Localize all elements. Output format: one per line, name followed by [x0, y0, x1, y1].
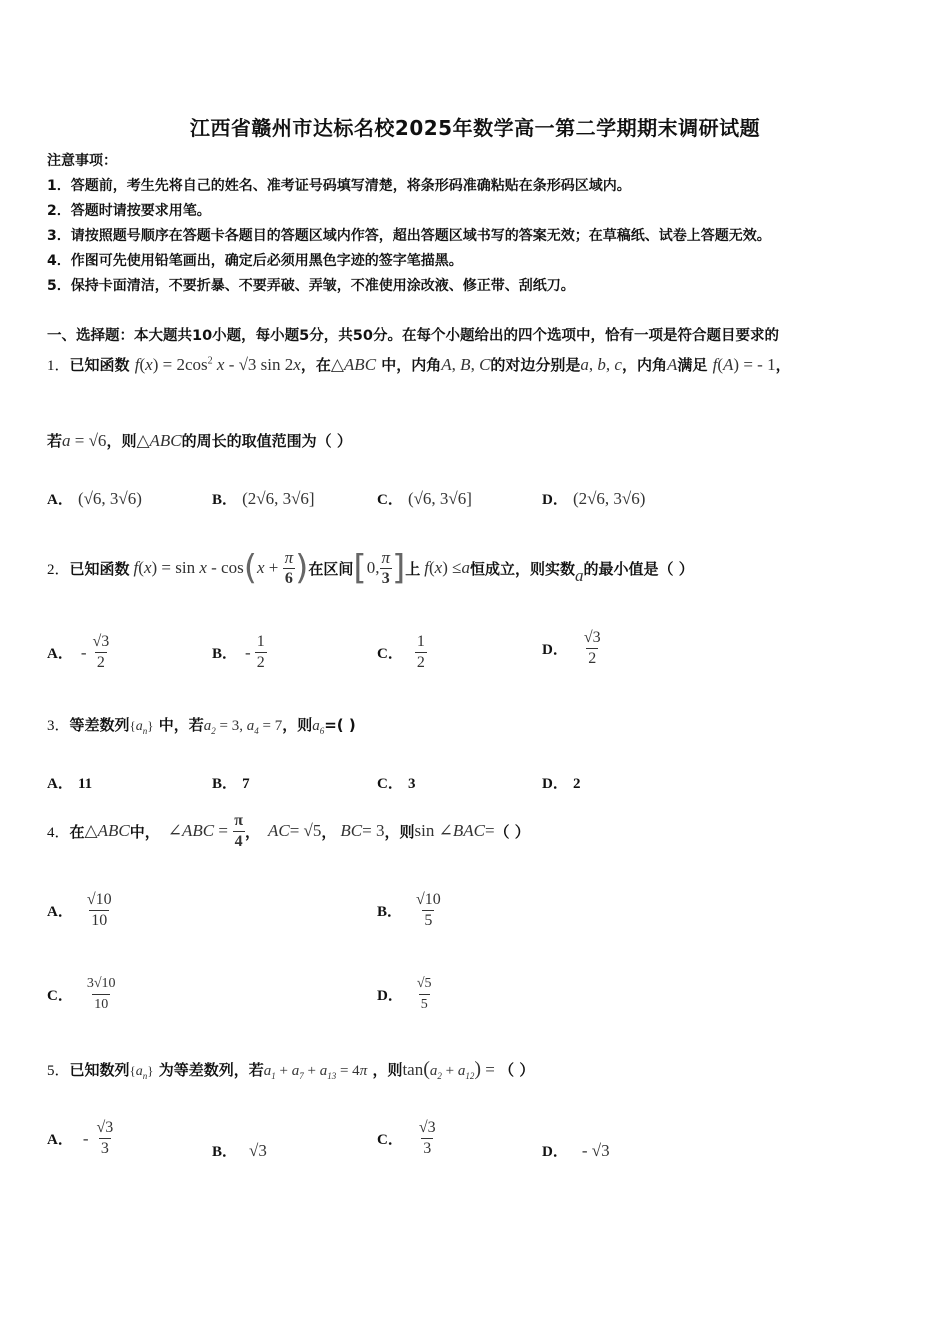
question-number: 1．: [47, 358, 70, 374]
q2-option-a[interactable]: A． - $\frac{√3}{2}$: [47, 633, 110, 671]
question-5: 5．已知数列$\{a_n\}$ 为等差数列，若$a_1 + a_7 + a_{13} = 4\pi$ ，则$\tan(a_2 + a_{12})$ = （ ）: [47, 1058, 535, 1081]
q2-option-b[interactable]: B． - $\frac{1}{2}$: [212, 633, 265, 671]
page-title: 江西省赣州市达标名校2025年数学高一第二学期期末调研试题: [189, 116, 761, 140]
note-item: 4．作图可先使用铅笔画出，确定后必须用黑色字迹的签字笔描黑。: [47, 253, 463, 269]
q1-option-b[interactable]: B． (2√6, 3√6]: [212, 489, 315, 508]
q5-option-d[interactable]: D． - √3: [542, 1140, 610, 1160]
q3-option-b[interactable]: B． 7: [212, 776, 250, 792]
question-2: 2． 已知函数 f ( x ) = sin x - cos ( x + $\frac{\pi}{6}$ ) 在区间 [ 0, $\frac{\pi}{3}$ ] 上 f ( x ) ≤ a 恒成立，则实数 a 的最小值是（ ）: [47, 547, 694, 588]
q2-option-d[interactable]: D． $\frac{√3}{2}$: [542, 629, 601, 667]
q5-option-a[interactable]: A． - $\frac{√3}{3}$: [47, 1119, 114, 1157]
question-3: 3．等差数列$\{a_n\}$ 中，若$a_2 = 3$, $a_4 = 7$，则$a_6=$( ): [47, 716, 356, 736]
q1-option-c[interactable]: C． (√6, 3√6]: [377, 489, 472, 508]
question-1-line-1: 1．已知函数 $f(x) = 2\cos^2$ x - √3 sin 2x，在△ABC 中，内角A, B, C的对边分别是a, b, c，内角A满足 f(A) = - 1，: [47, 355, 791, 374]
q3-option-a[interactable]: A． 11: [47, 776, 93, 792]
q1-option-a[interactable]: A． (√6, 3√6): [47, 489, 142, 508]
note-item: 2．答题时请按要求用笔。: [47, 203, 211, 219]
q5-option-b[interactable]: B． √3: [212, 1140, 267, 1160]
q4-option-d[interactable]: D． $\frac{√5}{5}$: [377, 974, 434, 1015]
q4-option-b[interactable]: B． $\frac{√10}{5}$: [377, 891, 441, 929]
note-item: 3．请按照题号顺序在答题卡各题目的答题区域内作答，超出答题区域书写的答案无效；在草稿纸、试卷上答题无效。: [47, 228, 771, 244]
q1-option-d[interactable]: D． (2√6, 3√6): [542, 489, 646, 508]
question-1-line-2: 若a = √6，则△ABC的周长的取值范围为（ ）: [47, 431, 352, 450]
q2-option-c[interactable]: C． $\frac{1}{2}$: [377, 633, 425, 671]
formula-f: f: [134, 355, 140, 374]
section-heading: 一、选择题：本大题共10小题，每小题5分，共50分。在每个小题给出的四个选项中，恰有一项是符合题目要求的: [47, 328, 779, 344]
notes-heading: 注意事项：: [47, 153, 117, 169]
question-4: 4． 在 △ ABC 中， ∠ ABC = $\frac{\pi}{4}$ ， AC = √5 ， BC = 3 ，则 sin ∠ BAC = （ ）: [47, 811, 530, 850]
q3-option-d[interactable]: D． 2: [542, 776, 581, 792]
q4-option-c[interactable]: C． $\frac{3√10}{10}$: [47, 974, 118, 1015]
q3-option-c[interactable]: C． 3: [377, 776, 416, 792]
note-item: 1．答题前，考生先将自己的姓名、准考证号码填写清楚，将条形码准确粘贴在条形码区域内。: [47, 178, 631, 194]
note-item: 5．保持卡面清洁，不要折暴、不要弄破、弄皱，不准使用涂改液、修正带、刮纸刀。: [47, 278, 575, 294]
q4-option-a[interactable]: A． $\frac{√10}{10}$: [47, 891, 112, 929]
q5-option-c[interactable]: C． $\frac{√3}{3}$: [377, 1119, 436, 1157]
